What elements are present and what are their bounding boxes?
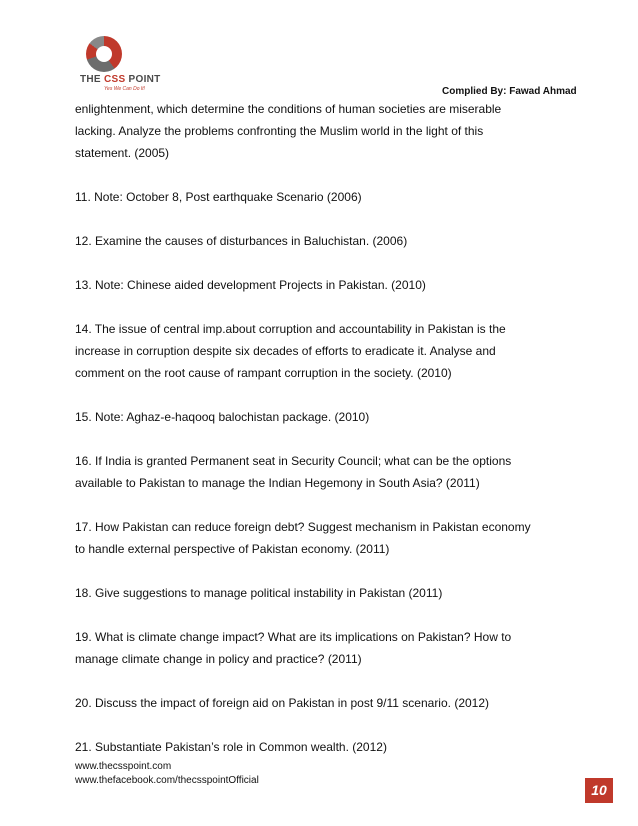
paragraph-line: 14. The issue of central imp.about corruption and accountability in Pakistan is the xyxy=(75,322,506,336)
paragraph-line: 21. Substantiate Pakistan’s role in Common wealth. (2012) xyxy=(75,740,387,754)
paragraph-line: 17. How Pakistan can reduce foreign debt? Suggest mechanism in Pakistan economy xyxy=(75,520,531,534)
paragraph-line: available to Pakistan to manage the Indian Hegemony in South Asia? (2011) xyxy=(75,476,480,490)
paragraph-line: statement. (2005) xyxy=(75,146,170,160)
compiled-by: Complied By: Fawad Ahmad xyxy=(442,86,577,97)
paragraph xyxy=(75,406,565,428)
paragraph xyxy=(75,582,565,604)
paragraph-line: 16. If India is granted Permanent seat in Security Council; what can be the options xyxy=(75,454,512,468)
document-body xyxy=(75,98,565,758)
paragraph xyxy=(75,736,565,758)
paragraph-line: 11. Note: October 8, Post earthquake Scenario (2006) xyxy=(75,190,362,204)
paragraph-line: 15. Note: Aghaz-e-haqooq balochistan package. (2010) xyxy=(75,410,370,424)
paragraph-line: 12. Examine the causes of disturbances in Baluchistan. (2006) xyxy=(75,234,408,248)
paragraph xyxy=(75,186,565,208)
paragraph xyxy=(75,516,565,560)
footer-website-link[interactable]: www.thecsspoint.com xyxy=(75,761,172,772)
paragraph xyxy=(75,98,565,164)
logo-icon xyxy=(86,36,122,72)
paragraph xyxy=(75,450,565,494)
logo xyxy=(76,36,172,96)
logo-title: THE CSS POINT xyxy=(80,74,161,85)
footer-facebook-link[interactable]: www.thefacebook.com/thecsspointOfficial xyxy=(75,775,259,786)
footer xyxy=(75,760,259,788)
paragraph-line: enlightenment, which determine the conditions of human societies are miserable xyxy=(75,102,502,116)
page-number: 10 xyxy=(585,778,613,803)
paragraph-line: manage climate change in policy and practice? (2011) xyxy=(75,652,362,666)
paragraph xyxy=(75,626,565,670)
paragraph-line: to handle external perspective of Pakistan economy. (2011) xyxy=(75,542,390,556)
paragraph-line: 13. Note: Chinese aided development Projects in Pakistan. (2010) xyxy=(75,278,426,292)
paragraph xyxy=(75,318,565,384)
logo-tagline: Yes We Can Do It! xyxy=(104,86,146,92)
paragraph xyxy=(75,230,565,252)
paragraph xyxy=(75,274,565,296)
paragraph xyxy=(75,692,565,714)
paragraph-line: increase in corruption despite six decades of efforts to eradicate it. Analyse and xyxy=(75,344,496,358)
paragraph-line: lacking. Analyze the problems confronting the Muslim world in the light of this xyxy=(75,124,484,138)
paragraph-line: 19. What is climate change impact? What are its implications on Pakistan? How to xyxy=(75,630,512,644)
paragraph-line: comment on the root cause of rampant corruption in the society. (2010) xyxy=(75,366,452,380)
paragraph-line: 18. Give suggestions to manage political instability in Pakistan (2011) xyxy=(75,586,443,600)
paragraph-line: 20. Discuss the impact of foreign aid on Pakistan in post 9/11 scenario. (2012) xyxy=(75,696,490,710)
